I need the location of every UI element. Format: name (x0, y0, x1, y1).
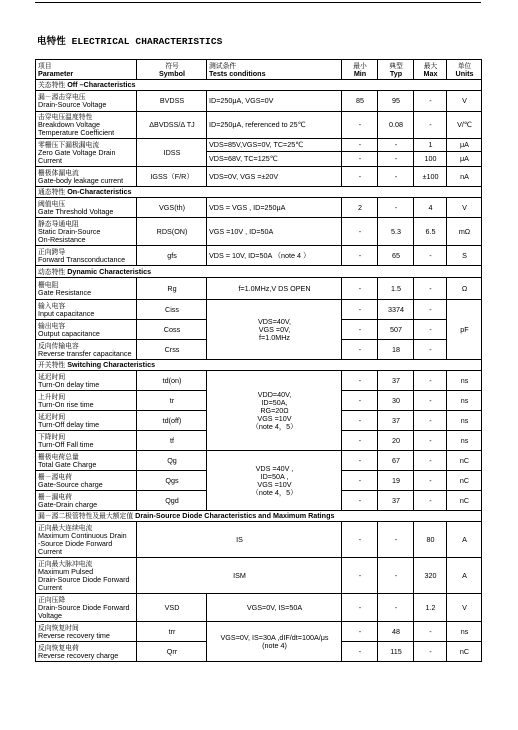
row-is: 正向最大连续电流 Maximum Continuous Drain -Source Diode Forward Current IS - - 80 A (36, 522, 482, 558)
row-tf: 下降时间 Turn-Off Fall time tf - 20 - ns (36, 431, 482, 451)
page-title: 电特性 ELECTRICAL CHARACTERISTICS (37, 36, 223, 47)
section-dynamic: 动态特性 Dynamic Characteristics (36, 266, 482, 278)
row-idss-1: 零栅压下漏极漏电流 Zero Gate Voltage Drain Current IDSS VDS=85V,VGS=0V, TC=25℃ - - 1 μA (36, 139, 482, 152)
recovery-conditions: VGS=0V, IS=30A ,dIF/dt=100A/μs (note 4) (207, 622, 342, 662)
row-rdson: 静态导通电阻 Static Drain-Source On-Resistance RDS(ON) VGS =10V , ID=50A - 5.3 6.5 mΩ (36, 218, 482, 246)
header-symbol: 符号 Symbol (137, 60, 207, 80)
capacitance-conditions: VDS=40V, VGS =0V, f=1.0MHz (207, 300, 342, 360)
row-ciss: 输入电容 Input capacitance Ciss VDS=40V, VGS =0V, f=1.0MHz - 3374 - pF (36, 300, 482, 320)
section-switching: 开关特性 Switching Characteristics (36, 360, 482, 371)
section-on: 通态特性 On-Characteristics (36, 187, 482, 198)
row-qgs: 栅－源电荷 Gate-Source charge Qgs - 19 - nC (36, 471, 482, 491)
row-tdon: 延迟时间 Turn-On delay time td(on) VDD=40V, ID=50A, RG=20Ω VGS =10V （note 4，5） - 37 - ns (36, 371, 482, 391)
header-parameter: 项目 Parameter (36, 60, 137, 80)
electrical-characteristics-table (35, 59, 482, 662)
section-diode: 漏－源二极管特性及最大额定值 Drain-Source Diode Characteristics and Maximum Ratings (36, 511, 482, 522)
header-max: 最大 Max (414, 60, 447, 80)
row-vgsth: 阈值电压 Gate Threshold Voltage VGS(th) VDS = VGS , ID=250μA 2 - 4 V (36, 198, 482, 218)
row-tdoff: 延迟时间 Turn-Off delay time td(off) - 37 - ns (36, 411, 482, 431)
row-gfs: 正向跨导 Forward Transconductance gfs VDS = 10V, ID=50A （note 4 ） - 65 - S (36, 246, 482, 266)
row-vsd: 正向压降 Drain-Source Diode Forward Voltage VSD VGS=0V, IS=50A - - 1.2 V (36, 594, 482, 622)
header-typ: 典型 Typ (378, 60, 414, 80)
row-qgd: 栅－漏电荷 Gate-Drain charge Qgd - 37 - nC (36, 491, 482, 511)
header-units: 单位 Units (447, 60, 482, 80)
row-crss: 反向传输电容 Reverse transfer capacitance Crss - 18 - (36, 340, 482, 360)
gate-charge-conditions: VDS =40V , ID=50A , VGS =10V （note 4，5） (207, 451, 342, 511)
row-tr: 上升时间 Turn-On rise time tr - 30 - ns (36, 391, 482, 411)
row-qrr: 反向恢复电荷 Reverse recovery charge Qrr - 115 - nC (36, 642, 482, 662)
header-row (36, 60, 482, 80)
row-breakdown-tc: 击穿电压温度特性 Breakdown Voltage Temperature Coefficient ΔBVDSS/Δ TJ ID=250μA, referenced to 25℃ - 0.08 - V/℃ (36, 112, 482, 139)
header-conditions: 测试条件 Tests conditions (207, 60, 342, 80)
row-rg: 栅电阻 Gate Resistance Rg f=1.0MHz,V DS OPEN - 1.5 - Ω (36, 278, 482, 300)
row-qg: 栅极电荷总量 Total Gate Charge Qg VDS =40V , ID=50A , VGS =10V （note 4，5） - 67 - nC (36, 451, 482, 471)
row-ism: 正向最大脉冲电流 Maximum Pulsed Drain-Source Diode Forward Current ISM - - 320 A (36, 558, 482, 594)
row-trr: 反向恢复时间 Reverse recovery time trr VGS=0V, IS=30A ,dIF/dt=100A/μs (note 4) - 48 - ns (36, 622, 482, 642)
section-off: 关态特性 Off –Characteristics (36, 80, 482, 91)
row-idss-2: VDS=68V, TC=125℃ - - 100 μA (36, 152, 482, 167)
header-min: 最小 Min (342, 60, 378, 80)
switching-conditions: VDD=40V, ID=50A, RG=20Ω VGS =10V （note 4，5） (207, 371, 342, 451)
row-bvdss: 漏－源击穿电压 Drain-Source Voltage BVDSS ID=250μA, VGS=0V 85 95 - V (36, 91, 482, 112)
row-igss: 栅极体漏电流 Gate-body leakage current IGSS（F/R） VDS=0V, VGS =±20V - - ±100 nA (36, 167, 482, 187)
row-coss: 输出电容 Output capacitance Coss - 507 - (36, 320, 482, 340)
top-rule (35, 2, 481, 3)
